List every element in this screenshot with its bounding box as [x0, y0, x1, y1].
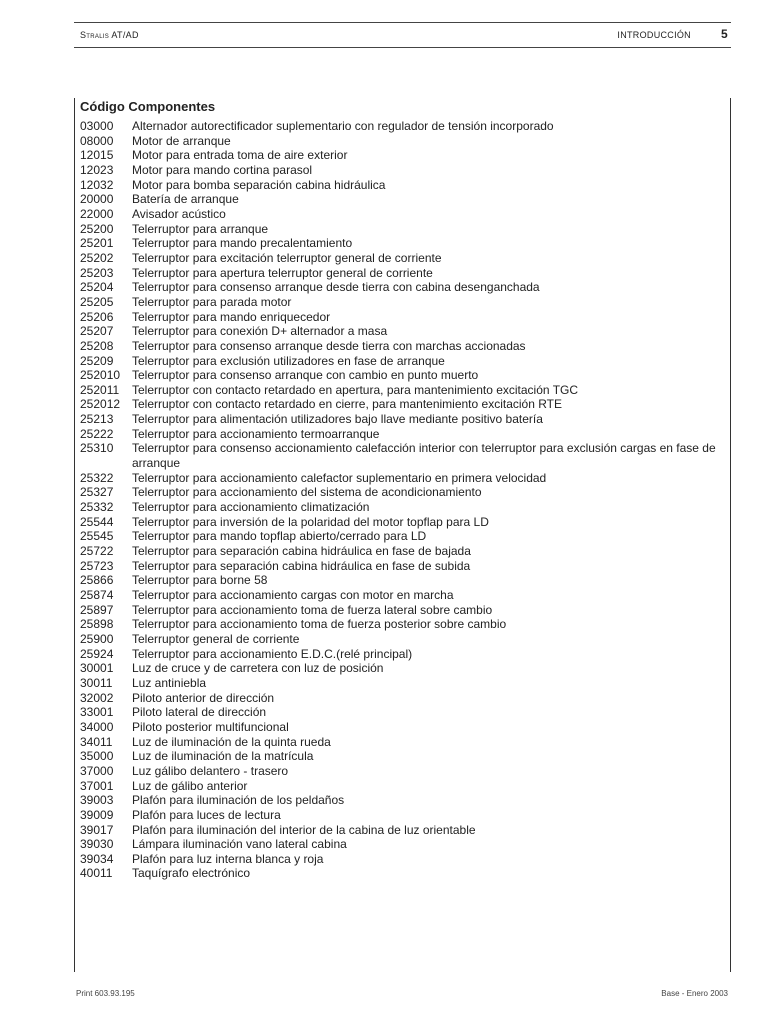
component-description: Alternador autorectificador suplementario con regulador de tensión incorporado [132, 119, 554, 133]
list-item [80, 134, 722, 149]
list-item [80, 222, 722, 237]
list-item [80, 266, 722, 281]
component-code: 25205 [80, 294, 114, 309]
component-description: Telerruptor para parada motor [132, 294, 292, 309]
component-code: 25322 [80, 470, 114, 485]
list-item [80, 368, 722, 383]
list-title: Código Componentes [80, 99, 216, 114]
list-item [80, 720, 722, 735]
list-item [80, 427, 722, 442]
component-code: 25209 [80, 353, 114, 368]
component-description: Lámpara iluminación vano lateral cabina [132, 837, 347, 852]
component-description: Telerruptor para excitación telerruptor general de corriente [132, 250, 442, 265]
list-item [80, 500, 722, 515]
list-item [80, 441, 722, 470]
list-item [80, 295, 722, 310]
component-code: 25897 [80, 602, 114, 617]
component-code: 25545 [80, 529, 114, 544]
list-item [80, 866, 722, 881]
component-description: Telerruptor para separación cabina hidráulica en fase de bajada [132, 544, 471, 559]
component-code: 25898 [80, 617, 114, 632]
list-item [80, 192, 722, 207]
component-description: Telerruptor para mando topflap abierto/cerrado para LD [132, 529, 427, 544]
component-code: 39034 [80, 851, 114, 866]
list-item [80, 588, 722, 603]
component-code: 25207 [80, 324, 114, 339]
component-description: Motor para entrada toma de aire exterior [132, 148, 348, 163]
component-code: 33001 [80, 705, 114, 720]
component-description: Motor para bomba separación cabina hidráulica [132, 177, 386, 192]
list-item [80, 236, 722, 251]
list-item [80, 324, 722, 339]
component-code: 08000 [80, 133, 114, 148]
component-code: 34011 [80, 734, 113, 749]
component-code: 12032 [80, 177, 114, 192]
page-header [74, 22, 731, 48]
component-code: 25202 [80, 250, 114, 265]
component-code: 25310 [80, 441, 114, 456]
component-description: Motor para mando cortina parasol [132, 162, 313, 177]
list-item [80, 354, 722, 369]
component-description: Piloto anterior de dirección [132, 690, 275, 705]
component-code: 35000 [80, 749, 114, 764]
list-item [80, 764, 722, 779]
component-description: Telerruptor con contacto retardado en apertura, para mantenimiento excitación TGC [132, 382, 579, 397]
component-description: Plafón para luces de lectura [132, 807, 281, 822]
component-code: 30011 [80, 675, 113, 690]
component-code: 25203 [80, 265, 114, 280]
component-code: 25866 [80, 573, 114, 588]
left-rule [74, 98, 75, 972]
right-rule [730, 98, 731, 972]
list-rows [80, 119, 722, 881]
component-description: Plafón para iluminación de los peldaños [132, 793, 345, 808]
component-code: 30001 [80, 661, 114, 676]
component-code: 39003 [80, 793, 114, 808]
footer-print: Print 603.93.195 [76, 989, 135, 998]
component-code: 25204 [80, 280, 114, 295]
list-item [80, 280, 722, 295]
component-description: Telerruptor para accionamiento del sistema de acondicionamiento [132, 485, 482, 500]
list-item [80, 617, 722, 632]
component-code: 25544 [80, 514, 114, 529]
component-code: 25213 [80, 412, 114, 427]
component-description: Telerruptor para inversión de la polaridad del motor topflap para LD [132, 514, 489, 529]
component-code: 252010 [80, 368, 121, 383]
component-code: 25900 [80, 631, 114, 646]
list-item [80, 310, 722, 325]
component-code: 37000 [80, 763, 114, 778]
component-code: 252012 [80, 397, 121, 412]
list-item [80, 691, 722, 706]
component-description: Telerruptor para apertura telerruptor general de corriente [132, 265, 433, 280]
component-description: Telerruptor para conexión D+ alternador a masa [132, 324, 388, 339]
component-description: Telerruptor general de corriente [132, 631, 300, 646]
component-code: 25200 [80, 221, 114, 236]
component-code: 39009 [80, 807, 114, 822]
list-item [80, 529, 722, 544]
list-item [80, 397, 722, 412]
component-code: 25924 [80, 646, 114, 661]
list-item [80, 544, 722, 559]
component-description: Avisador acústico [132, 206, 226, 221]
list-item [80, 178, 722, 193]
component-description: Telerruptor para arranque [132, 221, 269, 236]
component-code: 34000 [80, 719, 114, 734]
component-description: Luz de cruce y de carretera con luz de posición [132, 661, 384, 676]
list-item [80, 559, 722, 574]
component-description: Telerruptor para exclusión utilizadores en fase de arranque [132, 353, 445, 368]
component-description: Batería de arranque [132, 192, 239, 207]
list-item [80, 632, 722, 647]
page-number: 5 [721, 27, 728, 41]
component-description: Luz de iluminación de la matrícula [132, 749, 314, 764]
list-item [80, 148, 722, 163]
list-item [80, 808, 722, 823]
component-code: 20000 [80, 192, 114, 207]
component-description: Telerruptor para consenso arranque desde tierra con cabina desenganchada [132, 280, 540, 295]
component-code: 32002 [80, 690, 114, 705]
list-item [80, 837, 722, 852]
component-code: 40011 [80, 866, 113, 881]
component-description: Telerruptor para consenso arranque desde tierra con marchas accionadas [132, 338, 526, 353]
header-section: INTRODUCCIÓN [617, 30, 691, 40]
component-description: Telerruptor para accionamiento termoarranque [132, 426, 380, 441]
component-description: Luz antiniebla [132, 675, 207, 690]
component-code: 25208 [80, 338, 114, 353]
list-item [80, 383, 722, 398]
component-code: 25206 [80, 309, 114, 324]
component-code: 22000 [80, 206, 114, 221]
component-description: Telerruptor para alimentación utilizadores bajo llave mediante positivo batería [132, 412, 543, 427]
component-description: Taquígrafo electrónico [132, 866, 251, 881]
component-description: Piloto posterior multifuncional [132, 719, 289, 734]
component-description: Telerruptor para mando enriquecedor [132, 309, 331, 324]
list-item [80, 251, 722, 266]
component-description: Telerruptor para separación cabina hidráulica en fase de subida [132, 558, 471, 573]
component-code: 03000 [80, 119, 114, 133]
list-item [80, 647, 722, 662]
list-item [80, 119, 722, 134]
component-code: 25327 [80, 485, 114, 500]
footer-date: Base - Enero 2003 [661, 989, 728, 998]
component-code: 252011 [80, 382, 120, 397]
component-code: 39030 [80, 837, 114, 852]
component-description: Piloto lateral de dirección [132, 705, 267, 720]
component-code: 25222 [80, 426, 114, 441]
list-item [80, 339, 722, 354]
component-code: 25723 [80, 558, 114, 573]
list-item [80, 163, 722, 178]
component-code: 12023 [80, 162, 114, 177]
component-description: Telerruptor para borne 58 [132, 573, 268, 588]
component-description: Telerruptor para consenso accionamiento calefacción interior con telerruptor para exclusión cargas en fase de arranque [132, 441, 716, 471]
component-description: Plafón para iluminación del interior de la cabina de luz orientable [132, 822, 476, 837]
list-item [80, 676, 722, 691]
component-code: 39017 [80, 822, 114, 837]
header-model: Stralis AT/AD [80, 30, 139, 40]
component-description: Telerruptor para accionamiento cargas con motor en marcha [132, 588, 454, 602]
component-description: Telerruptor para accionamiento climatización [132, 500, 370, 515]
list-item [80, 207, 722, 222]
list-item [80, 412, 722, 427]
list-item [80, 471, 722, 486]
component-code: 12015 [80, 148, 114, 163]
component-description: Luz gálibo delantero - trasero [132, 763, 289, 778]
list-item [80, 661, 722, 676]
component-description: Telerruptor para accionamiento E.D.C.(relé principal) [132, 646, 413, 661]
component-description: Telerruptor para accionamiento toma de fuerza posterior sobre cambio [132, 617, 507, 632]
list-item [80, 823, 722, 838]
list-item [80, 779, 722, 794]
component-code: 25874 [80, 588, 114, 602]
component-description: Plafón para luz interna blanca y roja [132, 851, 324, 866]
list-item [80, 573, 722, 588]
list-item [80, 603, 722, 618]
component-description: Telerruptor para mando precalentamiento [132, 236, 353, 251]
list-item [80, 705, 722, 720]
component-description: Motor de arranque [132, 133, 231, 148]
list-item [80, 735, 722, 750]
list-item [80, 749, 722, 764]
component-description: Luz de gálibo anterior [132, 778, 248, 793]
list-item [80, 852, 722, 867]
component-description: Telerruptor para accionamiento calefactor suplementario en primera velocidad [132, 470, 547, 485]
component-code: 37001 [80, 778, 114, 793]
list-item [80, 515, 722, 530]
component-description: Luz de iluminación de la quinta rueda [132, 734, 331, 749]
list-item [80, 793, 722, 808]
component-description: Telerruptor para consenso arranque con cambio en punto muerto [132, 368, 479, 383]
component-description: Telerruptor con contacto retardado en cierre, para mantenimiento excitación RTE [132, 397, 563, 412]
component-code: 25201 [80, 236, 114, 251]
component-list [80, 99, 722, 881]
component-description: Telerruptor para accionamiento toma de fuerza lateral sobre cambio [132, 602, 493, 617]
component-code: 25332 [80, 500, 114, 515]
list-item [80, 485, 722, 500]
component-code: 25722 [80, 544, 114, 559]
